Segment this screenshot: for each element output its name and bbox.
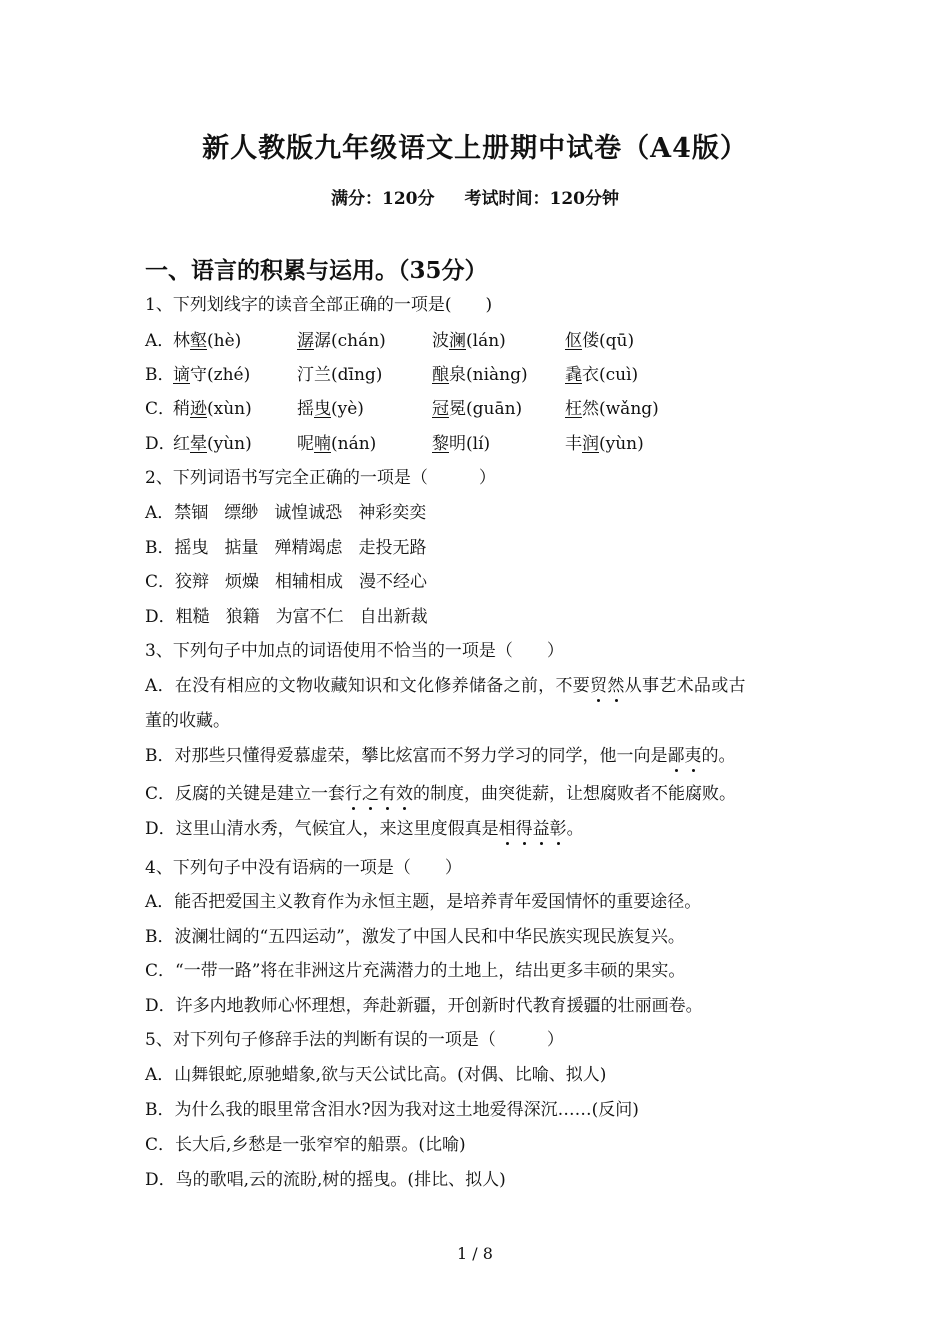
item-text: 呢 [297,434,314,454]
pinyin-item [432,330,506,352]
question-5-option-d: D．鸟的歌唱,云的流盼,树的摇曳。(排比、拟人) [145,1170,506,1190]
item-text: 然(wǎng) [582,399,659,419]
question-4-option-c: C．“一带一路”将在非洲这片充满潜力的土地上，结出更多丰硕的果实。 [145,961,686,981]
question-5-stem: 5、对下列句子修辞手法的判断有误的一项是（ ） [145,1030,564,1050]
word-item: 相辅相成 [275,572,344,592]
underlined-char: 谪 [173,365,190,385]
word-item: 缥缈 [224,503,259,523]
question-3-option-a [145,675,746,697]
option-label: B． [145,365,175,385]
item-text: (xùn) [207,399,252,419]
item-text: (hè) [207,331,242,351]
full-score: 满分：120分 [331,189,435,209]
item-text: 泉(niàng) [449,365,528,385]
option-text: B．对那些只懂得爱慕虚荣，攀比炫富而不努力学习的同学，他一向是 [145,746,668,766]
question-5-option-b: B．为什么我的眼里常含泪水?因为我对这土地爱得深沉……(反问) [145,1100,639,1120]
pinyin-item [565,330,634,352]
question-3-option-c [145,783,736,805]
pinyin-item [173,433,252,455]
underlined-char: 润 [582,434,599,454]
option-text: 的制度，曲突徙薪，让想腐败者不能腐败。 [413,784,737,804]
exam-info [0,184,950,209]
item-text: 丰 [565,434,582,454]
dotted-words [345,784,413,804]
pinyin-item [297,330,386,352]
underlined-char: 晕 [190,434,207,454]
item-text: (yùn) [207,434,252,454]
option-text: C．反腐的关键是建立一套 [145,784,346,804]
page-title: 新人教版九年级语文上册期中试卷（A4版） [202,133,748,164]
option-label: C． [145,572,176,592]
question-4-option-d: D．许多内地教师心怀理想，奔赴新疆，开创新时代教育援疆的壮丽画卷。 [145,996,703,1016]
item-text: (yè) [331,399,364,419]
pinyin-item [565,364,638,386]
pinyin-item [565,398,659,420]
dotted-char: 之 [362,784,380,804]
question-4-stem: 4、下列句子中没有语病的一项是（ ） [145,858,462,878]
item-text: 偻(qū) [582,331,635,351]
dotted-char: 相 [498,819,516,839]
option-label: D． [145,434,176,454]
pinyin-item [297,433,376,455]
option-text: 。 [566,819,584,839]
underlined-char: 澜 [449,331,466,351]
question-2-option-row [145,606,444,628]
item-text: 冕(guān) [449,399,523,419]
word-item: 神彩奕奕 [358,503,427,523]
question-5-option-c: C．长大后,乡愁是一张窄窄的船票。(比喻) [145,1135,466,1155]
underlined-char: 酿 [432,365,449,385]
pinyin-item [565,433,644,455]
pinyin-item [173,398,252,420]
pinyin-item [432,433,490,455]
pinyin-item [173,330,241,352]
question-1-option-row [145,364,795,388]
question-2-option-row [145,537,443,559]
dotted-char: 贸 [590,676,608,696]
item-text: 稍 [173,399,190,419]
word-item: 狼籍 [225,607,260,627]
item-text: 林 [173,331,190,351]
item-text: 守(zhé) [190,365,251,385]
pinyin-item [297,364,382,386]
underlined-char: 枉 [565,399,582,419]
pinyin-item [432,364,528,386]
underlined-char: 黎 [432,434,449,454]
question-1-stem: 1、下列划线字的读音全部正确的一项是( ) [145,295,493,315]
word-item: 走投无路 [358,538,427,558]
item-text: (lán) [466,331,506,351]
word-item: 诚惶诚恐 [274,503,343,523]
option-text: 从事艺术品或古 [624,676,746,696]
underlined-char: 毳 [565,365,582,385]
question-4-option-b: B．波澜壮阔的“五四运动”，激发了中国人民和中华民族实现民族复兴。 [145,927,685,947]
dotted-words [499,819,567,839]
word-item: 烦燥 [225,572,260,592]
exam-time: 考试时间：120分钟 [464,189,619,209]
dotted-words [668,746,702,766]
option-text: D．这里山清水秀，气候宜人，来这里度假真是 [145,819,499,839]
question-3-option-a-cont: 董的收藏。 [145,711,230,731]
item-text: 明(lí) [449,434,491,454]
dotted-char: 然 [607,676,625,696]
item-text: 波 [432,331,449,351]
option-label: D． [145,607,176,627]
question-1-option-row [145,330,795,354]
pinyin-item [297,398,364,420]
option-text: 的。 [701,746,736,766]
dotted-char: 鄙 [667,746,685,766]
question-3-option-b [145,745,736,767]
dotted-char: 彰 [549,819,567,839]
word-item: 禁锢 [174,503,209,523]
item-text: 红 [173,434,190,454]
dotted-char: 有 [379,784,397,804]
page-number: 1 / 8 [457,1244,493,1263]
underlined-char: 冠 [432,399,449,419]
question-3-option-d [145,818,584,840]
dotted-char: 效 [396,784,414,804]
word-item: 狡辩 [175,572,210,592]
underlined-char: 喃 [314,434,331,454]
word-item: 自出新裁 [359,607,428,627]
dotted-char: 行 [345,784,363,804]
question-1-option-row [145,433,795,457]
question-2-option-row [145,502,442,524]
underlined-char: 潺 [297,331,314,351]
item-text: 汀兰(dīng) [297,365,383,385]
question-2-stem: 2、下列词语书写完全正确的一项是（ ） [145,468,496,488]
dotted-words [590,676,625,696]
underlined-char: 壑 [190,331,207,351]
option-label: B． [145,538,175,558]
word-item: 殚精竭虑 [274,538,343,558]
word-item: 粗糙 [175,607,210,627]
pinyin-item [432,398,522,420]
underlined-char: 曳 [314,399,331,419]
item-text: (yùn) [599,434,644,454]
section-heading: 一、语言的积累与运用。（35分） [145,257,488,284]
option-text: A．在没有相应的文物收藏知识和文化修养储备之前，不要 [145,676,591,696]
word-item: 摇曳 [174,538,209,558]
word-item: 漫不经心 [359,572,428,592]
item-text: 潺(chán) [314,331,386,351]
dotted-char: 夷 [684,746,702,766]
question-2-option-row [145,571,443,593]
question-1-option-row [145,398,795,422]
option-label: A． [145,331,175,351]
word-item: 掂量 [224,538,259,558]
item-text: 衣(cuì) [582,365,639,385]
underlined-char: 逊 [190,399,207,419]
dotted-char: 益 [532,819,550,839]
pinyin-item [173,364,250,386]
word-item: 为富不仁 [275,607,344,627]
item-text: (nán) [331,434,377,454]
dotted-char: 得 [515,819,533,839]
option-label: A． [145,503,175,523]
question-3-stem: 3、下列句子中加点的词语使用不恰当的一项是（ ） [145,641,564,661]
question-5-option-a: A．山舞银蛇,原驰蜡象,欲与天公试比高。(对偶、比喻、拟人) [145,1065,607,1085]
question-4-option-a: A．能否把爱国主义教育作为永恒主题，是培养青年爱国情怀的重要途径。 [145,892,702,912]
option-label: C． [145,399,176,419]
underlined-char: 伛 [565,331,582,351]
item-text: 摇 [297,399,314,419]
